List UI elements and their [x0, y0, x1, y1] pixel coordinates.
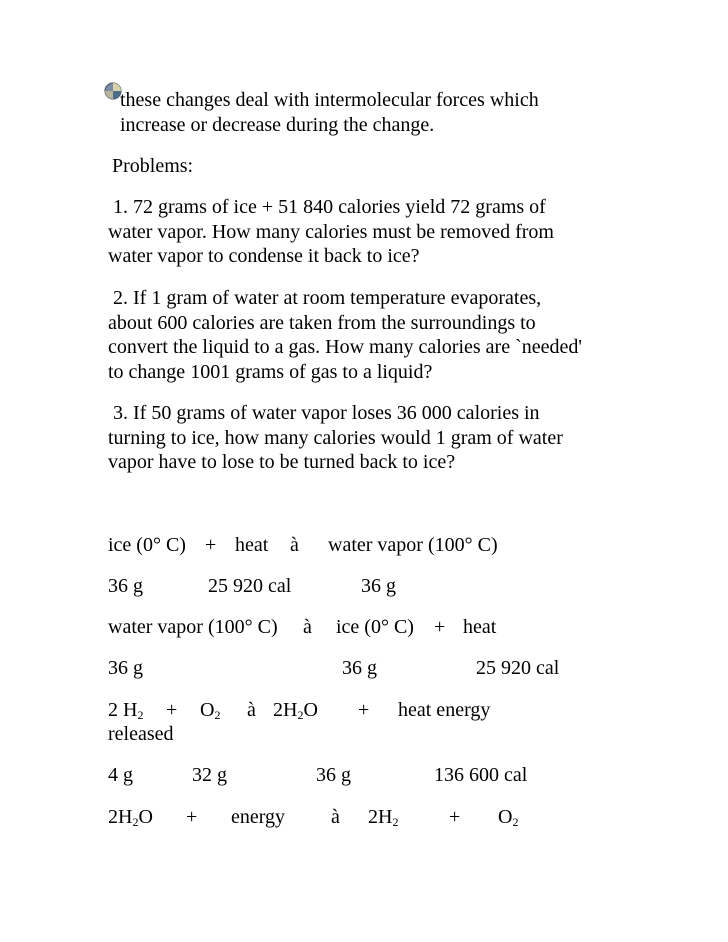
eq2-plus: + — [434, 616, 446, 638]
eq2-value-2: 36 g — [342, 657, 377, 679]
eq2-arrow: à — [303, 616, 312, 638]
intro-line-1: these changes deal with intermolecular forces which — [120, 89, 539, 111]
eq4-arrow: à — [331, 806, 340, 828]
eq1-value-3: 36 g — [361, 575, 396, 597]
eq4-oxygen: $O_2$ — [498, 806, 519, 829]
problem-2-line-1: 2. If 1 gram of water at room temperature evaporates, — [108, 287, 542, 309]
eq1-product: water vapor (100° C) — [328, 534, 498, 556]
eq3-arrow: à — [247, 699, 256, 721]
problems-heading: Problems: — [112, 155, 194, 177]
eq3-released: released — [108, 723, 174, 745]
eq3-value-2: 32 g — [192, 764, 227, 786]
eq2-value-3: 25 920 cal — [476, 657, 560, 679]
eq3-value-1: 4 g — [108, 764, 133, 786]
problem-2-line-3: convert the liquid to a gas. How many calories are `needed' — [108, 336, 582, 358]
eq2-product: ice (0° C) — [336, 616, 414, 638]
problem-3-line-3: vapor have to lose to be turned back to ice? — [108, 451, 456, 473]
problem-2-line-2: about 600 calories are taken from the surroundings to — [108, 312, 536, 334]
eq3-value-4: 136 600 cal — [434, 764, 528, 786]
problem-3-line-2: turning to ice, how many calories would 1 gram of water — [108, 427, 563, 449]
problem-3-line-1: 3. If 50 grams of water vapor loses 36 000 calories in — [108, 402, 540, 424]
problem-2-line-4: to change 1001 grams of gas to a liquid? — [108, 361, 433, 383]
problem-1-line-1: 1. 72 grams of ice + 51 840 calories yield 72 grams of — [108, 196, 546, 218]
eq3-hydrogen: 2 $H_2$ — [108, 699, 144, 722]
eq3-water: $2H_2O$ — [273, 699, 318, 722]
eq3-plus-1: + — [166, 699, 178, 721]
eq2-reactant: water vapor (100° C) — [108, 616, 278, 638]
eq1-heat: heat — [235, 534, 269, 556]
eq1-plus: + — [205, 534, 217, 556]
problem-1-line-2: water vapor. How many calories must be removed from — [108, 221, 554, 243]
eq4-plus-1: + — [186, 806, 198, 828]
intro-line-2: increase or decrease during the change. — [120, 114, 435, 136]
eq3-plus-2: + — [358, 699, 370, 721]
eq1-arrow: à — [290, 534, 299, 556]
eq2-heat: heat — [463, 616, 497, 638]
eq4-hydrogen: $2H_2$ — [368, 806, 399, 829]
eq4-plus-2: + — [449, 806, 461, 828]
problem-1-line-3: water vapor to condense it back to ice? — [108, 245, 420, 267]
eq4-energy: energy — [231, 806, 286, 828]
eq1-value-1: 36 g — [108, 575, 143, 597]
eq3-heat-energy: heat energy — [398, 699, 491, 721]
eq3-value-3: 36 g — [316, 764, 351, 786]
eq1-value-2: 25 920 cal — [208, 575, 292, 597]
eq1-reactant: ice (0° C) — [108, 534, 186, 556]
eq4-water: $2H_2O$ — [108, 806, 153, 829]
eq3-oxygen: $O_2$ — [200, 699, 221, 722]
eq2-value-1: 36 g — [108, 657, 143, 679]
